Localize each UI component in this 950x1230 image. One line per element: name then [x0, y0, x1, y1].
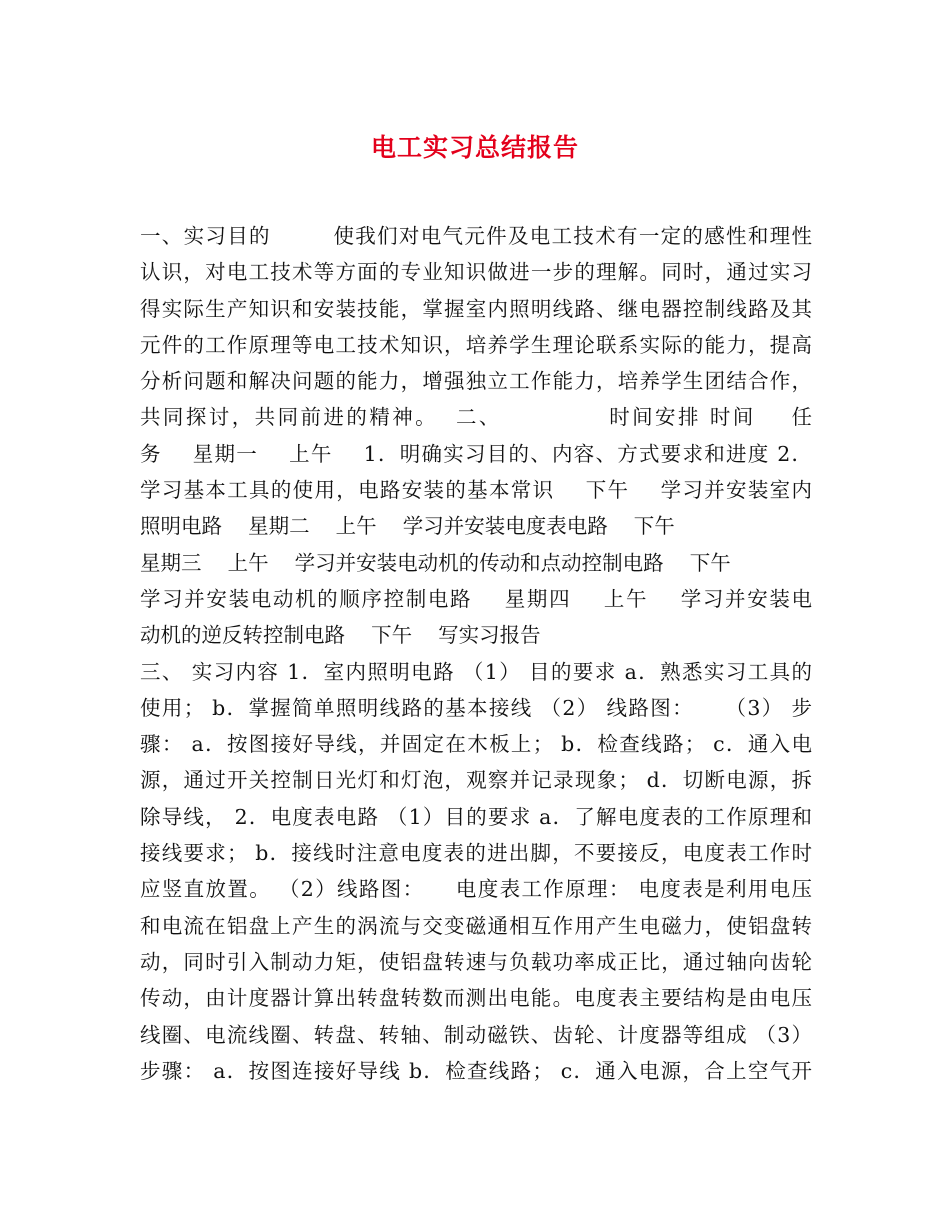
body-line: 源，通过开关控制日光灯和灯泡，观察并记录现象； d．切断电源，拆	[140, 768, 812, 793]
body-line: 共同探讨，共同前进的精神。 二、 时间安排 时间 任	[140, 405, 812, 430]
body-line: 照明电路 星期二 上午 学习并安装电度表电路 下午	[140, 514, 675, 539]
body-line: 线圈、电流线圈、转盘、转轴、制动磁铁、齿轮、计度器等组成 （3）	[140, 1022, 812, 1047]
body-line: 应竖直放置。 （2）线路图： 电度表工作原理： 电度表是利用电压	[140, 877, 812, 902]
body-line: 骤： a．按图接好导线，并固定在木板上； b．检查线路； c．通入电	[140, 732, 812, 757]
body-line: 学习基本工具的使用，电路安装的基本常识 下午 学习并安装室内	[140, 478, 812, 503]
body-line: 学习并安装电动机的顺序控制电路 星期四 上午 学习并安装电	[140, 586, 812, 611]
document-title: 电工实习总结报告	[370, 133, 579, 162]
body-line: 元件的工作原理等电工技术知识，培养学生理论联系实际的能力，提高	[140, 332, 812, 357]
body-line: 一、实习目的 使我们对电气元件及电工技术有一定的感性和理性	[140, 224, 812, 248]
body-line: 认识，对电工技术等方面的专业知识做进一步的理解。同时，通过实习	[140, 260, 812, 285]
body-line: 接线要求； b．接线时注意电度表的进出脚，不要接反，电度表工作时	[140, 841, 812, 866]
body-line: 三、 实习内容 1．室内照明电路 （1） 目的要求 a．熟悉实习工具的	[140, 659, 812, 684]
body-line: 星期三 上午 学习并安装电动机的传动和点动控制电路 下午	[140, 550, 731, 575]
body-line: 得实际生产知识和安装技能，掌握室内照明线路、继电器控制线路及其	[140, 296, 812, 321]
body-line: 分析问题和解决问题的能力，增强独立工作能力，培养学生团结合作，	[140, 369, 812, 394]
body-line: 和电流在铝盘上产生的涡流与交变磁通相互作用产生电磁力，使铝盘转	[140, 913, 812, 938]
body-line: 动，同时引入制动力矩，使铝盘转速与负载功率成正比，通过轴向齿轮	[140, 949, 812, 974]
body-line: 动机的逆反转控制电路 下午 写实习报告	[140, 623, 541, 648]
body-line: 使用； b．掌握简单照明线路的基本接线 （2） 线路图： （3） 步	[140, 695, 812, 720]
body-line: 务 星期一 上午 1．明确实习目的、内容、方式要求和进度 2．	[140, 441, 812, 466]
body-line: 步骤： a．按图连接好导线 b．检查线路； c．通入电源，合上空气开	[140, 1058, 812, 1083]
body-line: 除导线， 2．电度表电路 （1）目的要求 a．了解电度表的工作原理和	[140, 804, 812, 829]
body-line: 传动，由计度器计算出转盘转数而测出电能。电度表主要结构是由电压	[140, 986, 812, 1011]
document-body	[140, 218, 812, 1089]
